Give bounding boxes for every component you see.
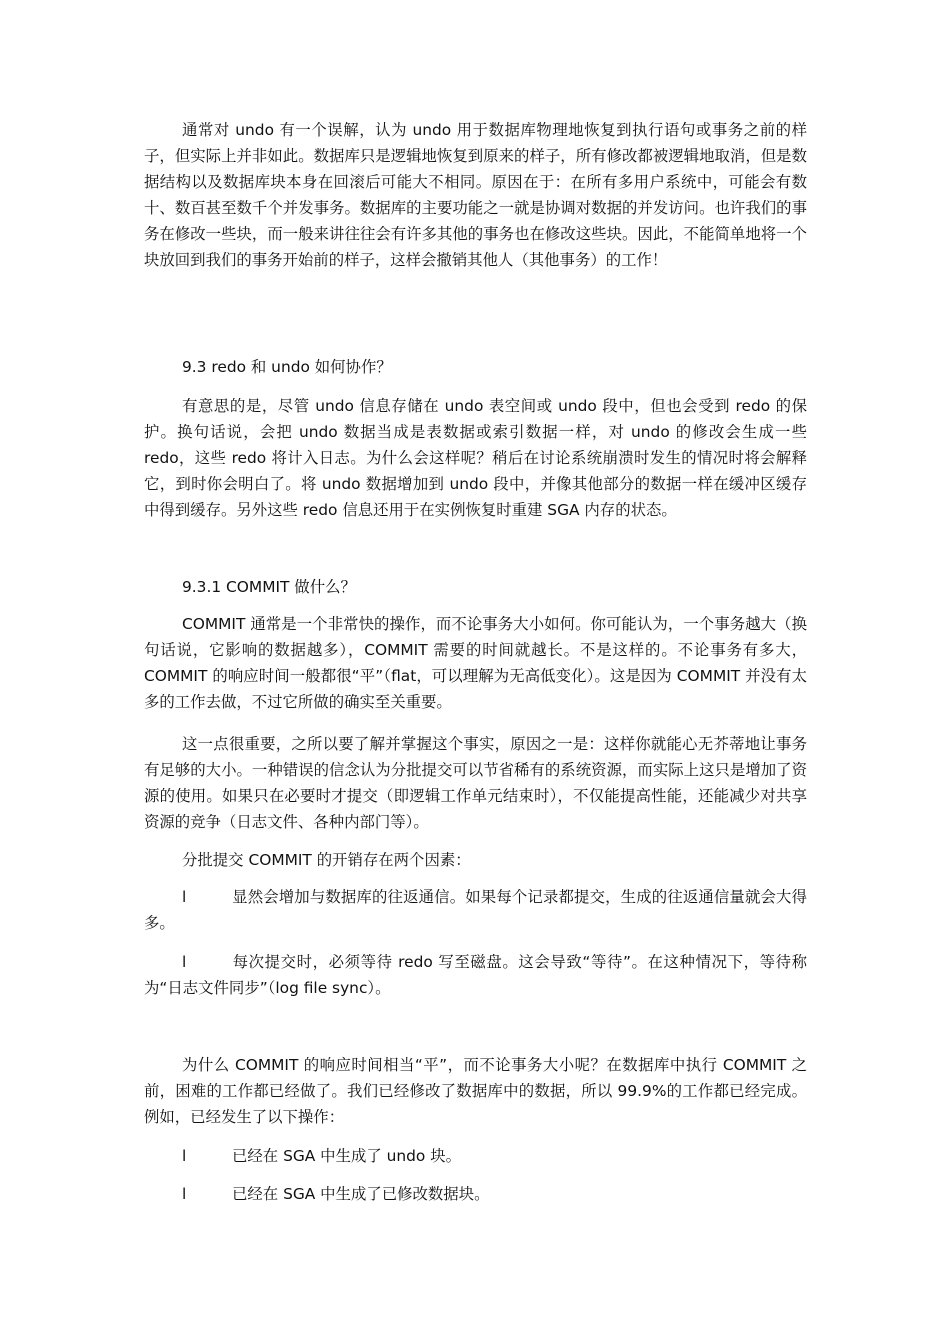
section-heading-9-3-1: 9.3.1 COMMIT 做什么？ bbox=[182, 578, 356, 596]
list-item-text: 已经在 SGA 中生成了已修改数据块。 bbox=[232, 1185, 490, 1203]
list-item bbox=[182, 1181, 489, 1207]
bullet-mark: l bbox=[182, 888, 187, 906]
paragraph-commit-fast: COMMIT 通常是一个非常快的操作，而不论事务大小如何。你可能认为，一个事务越大（换句话说，它影响的数据越多），COMMIT 需要的时间就越长。不是这样的。不论事务有多大，COMMIT 的响应时间一般都很“平”（flat，可以理解为无高低变化）。这是因为 COMMIT 并没有太多的工作去做，不过它所做的确实至关重要。 bbox=[144, 615, 807, 711]
section-heading-9-3: 9.3 redo 和 undo 如何协作？ bbox=[182, 358, 392, 376]
paragraph-commit-factors: 分批提交 COMMIT 的开销存在两个因素： bbox=[182, 851, 471, 869]
bullet-mark: l bbox=[182, 1147, 187, 1165]
paragraph-redo-undo-protection: 有意思的是，尽管 undo 信息存储在 undo 表空间或 undo 段中，但也会受到 redo 的保护。换句话说，会把 undo 数据当成是表数据或索引数据一样，对 undo 的修改会生成一些 redo，这些 redo 将计入日志。为什么会这样呢？稍后在讨论系统崩溃时发生的情况时将会解释它，到时你会明白了。将 undo 数据增加到 undo 段中，并像其他部分的数据一样在缓冲区缓存中得到缓存。另外这些 redo 信息还用于在实例恢复时重建 SGA 内存的状态。 bbox=[144, 397, 807, 519]
paragraph-commit-importance: 这一点很重要，之所以要了解并掌握这个事实，原因之一是：这样你就能心无芥蒂地让事务有足够的大小。一种错误的信念认为分批提交可以节省稀有的系统资源，而实际上这只是增加了资源的使用。如果只在必要时才提交（即逻辑工作单元结束时），不仅能提高性能，还能减少对共享资源的竞争（日志文件、各种内部门等）。 bbox=[144, 735, 807, 831]
paragraph-undo-misconception: 通常对 undo 有一个误解，认为 undo 用于数据库物理地恢复到执行语句或事务之前的样子，但实际上并非如此。数据库只是逻辑地恢复到原来的样子，所有修改都被逻辑地取消，但是数据结构以及数据库块本身在回滚后可能大不相同。原因在于：在所有多用户系统中，可能会有数十、数百甚至数千个并发事务。数据库的主要功能之一就是协调对数据的并发访问。也许我们的事务在修改一些块，而一般来讲往往会有许多其他的事务也在修改这些块。因此，不能简单地将一个块放回到我们的事务开始前的样子，这样会撤销其他人（其他事务）的工作！ bbox=[144, 121, 807, 269]
list-item-text: 已经在 SGA 中生成了 undo 块。 bbox=[232, 1147, 462, 1165]
list-item-text: 每次提交时，必须等待 redo 写至磁盘。这会导致“等待”。在这种情况下，等待称为“日志文件同步”（log file sync）。 bbox=[144, 953, 807, 997]
paragraph-commit-flat: 为什么 COMMIT 的响应时间相当“平”，而不论事务大小呢？在数据库中执行 COMMIT 之前，困难的工作都已经做了。我们已经修改了数据库中的数据，所以 99.9%的工作都已经完成。例如，已经发生了以下操作： bbox=[144, 1056, 807, 1126]
list-item bbox=[144, 884, 807, 936]
bullet-mark: l bbox=[182, 953, 187, 971]
bullet-mark: l bbox=[182, 1185, 187, 1203]
list-item bbox=[144, 949, 807, 1001]
list-item-text: 显然会增加与数据库的往返通信。如果每个记录都提交，生成的往返通信量就会大得多。 bbox=[144, 888, 807, 932]
list-item bbox=[182, 1143, 461, 1169]
